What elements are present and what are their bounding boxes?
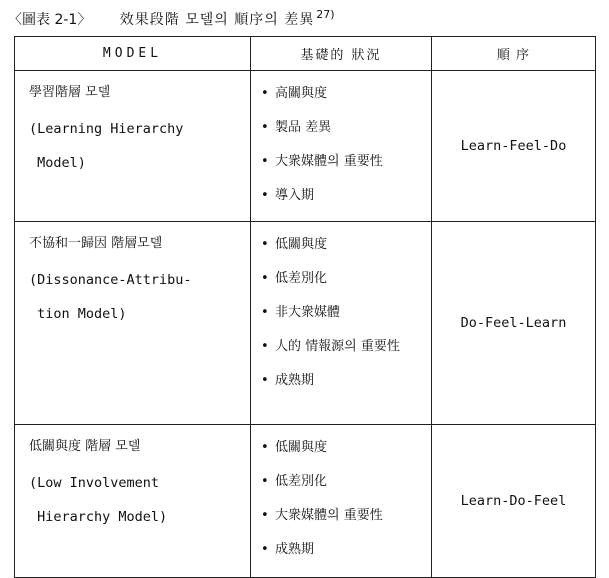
conditions-cell xyxy=(251,425,432,578)
model-name-en: (Dissonance-Attribu- tion Model) xyxy=(29,272,192,322)
model-name-ko: 學習階層 모델 xyxy=(29,85,111,100)
caption-label: 〈圖表 2-1〉 xyxy=(8,12,92,28)
list-item: • 導入期 xyxy=(261,187,427,205)
table-row xyxy=(15,425,596,578)
model-name-ko: 不協和一歸因 階層모델 xyxy=(29,236,163,251)
model-name-en: (Low Involvement Hierarchy Model) xyxy=(29,475,168,525)
list-item: • 大衆媒體의 重要性 xyxy=(261,507,427,525)
model-name-ko: 低關與度 階層 모델 xyxy=(29,439,141,454)
list-item: • 成熟期 xyxy=(261,541,427,559)
model-name-en: (Learning Hierarchy Model) xyxy=(29,121,184,171)
list-item: • 低差別化 xyxy=(261,473,427,491)
list-item: • 低關與度 xyxy=(261,236,427,254)
conditions-list xyxy=(261,85,427,205)
header-conditions: 基礎的 狀況 xyxy=(251,37,432,71)
caption-title: 效果段階 모델의 順序의 差異 xyxy=(119,12,315,28)
conditions-list xyxy=(261,439,427,559)
conditions-list xyxy=(261,236,427,390)
model-cell xyxy=(15,71,251,222)
list-item: • 非大衆媒體 xyxy=(261,304,427,322)
list-item: • 成熟期 xyxy=(261,372,427,390)
list-item: • 低關與度 xyxy=(261,439,427,457)
caption-footnote: 27) xyxy=(316,8,335,21)
header-sequence: 順 序 xyxy=(432,37,596,71)
sequence-cell: Learn-Feel-Do xyxy=(432,71,596,222)
table-row xyxy=(15,71,596,222)
list-item: • 高關與度 xyxy=(261,85,427,103)
sequence-cell: Do-Feel-Learn xyxy=(432,222,596,425)
conditions-cell xyxy=(251,222,432,425)
list-item: • 製品 差異 xyxy=(261,119,427,137)
list-item: • 低差別化 xyxy=(261,270,427,288)
model-cell xyxy=(15,222,251,425)
table-row xyxy=(15,222,596,425)
header-model: MODEL xyxy=(15,37,251,71)
table-header-row xyxy=(15,37,596,71)
table-caption xyxy=(8,8,335,29)
sequence-cell: Learn-Do-Feel xyxy=(432,425,596,578)
model-comparison-table xyxy=(14,36,596,578)
list-item: • 大衆媒體의 重要性 xyxy=(261,153,427,171)
conditions-cell xyxy=(251,71,432,222)
model-cell xyxy=(15,425,251,578)
list-item: • 人的 情報源의 重要性 xyxy=(261,338,427,356)
